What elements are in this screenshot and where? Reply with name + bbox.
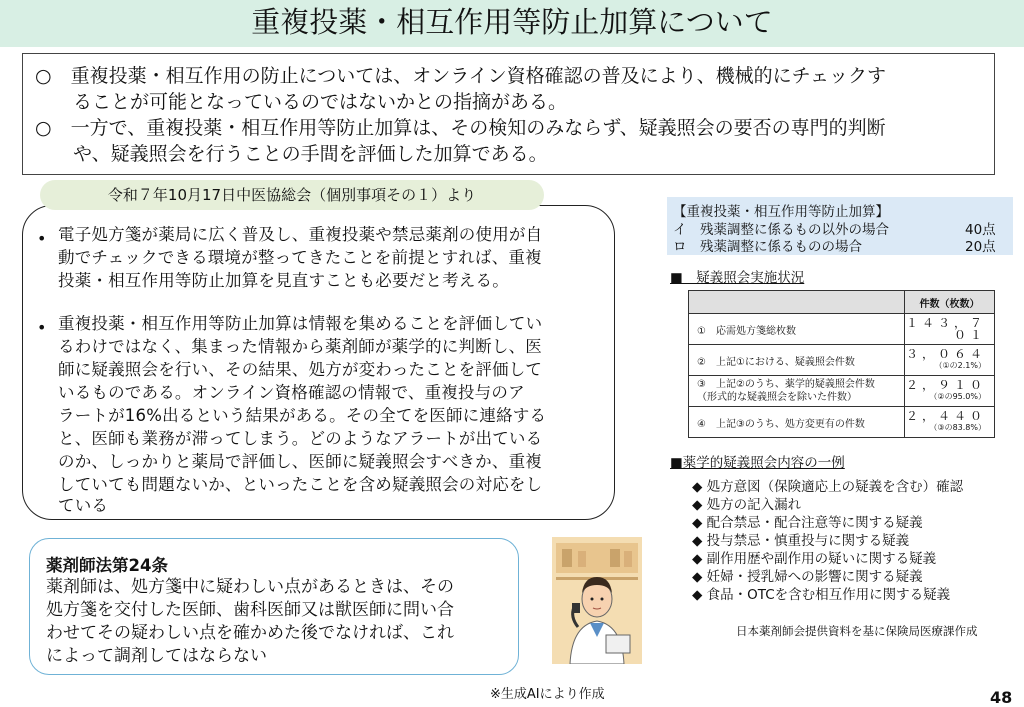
page-number: 48 — [990, 688, 1013, 707]
bullet-dot: • — [37, 318, 47, 337]
quote-line: 師に疑義照会を行い、その結果、処方が変わったことを評価して — [58, 360, 543, 379]
summary-line: ○ 重複投薬・相互作用の防止については、オンライン資格確認の普及により、機械的にチェックす — [35, 65, 887, 87]
meeting-source-label: 令和７年10月17日中医協総会（個別事項その１）より — [40, 180, 544, 210]
points-row-label: イ 残薬調整に係るもの以外の場合 — [673, 222, 889, 238]
table-cell-label: ① 応需処方箋総枚数 — [689, 314, 905, 345]
points-row-value: 20点 — [965, 239, 996, 255]
pharmacist-law-box — [29, 538, 519, 675]
quote-line: のか、しっかりと薬局で評価し、医師に疑義照会すべきか、重複 — [58, 452, 542, 471]
table-header-count: 件数（枚数） — [905, 291, 995, 314]
table-row — [689, 376, 995, 407]
quote-line: 重複投薬・相互作用等防止加算は情報を集めることを評価してい — [58, 314, 543, 333]
quote-line: 動でチェックできる環境が整ってきたことを前提とすれば、重複 — [58, 248, 542, 267]
summary-line: ることが可能となっているのではないかとの指摘がある。 — [35, 91, 568, 113]
law-line: 薬剤師は、処方箋中に疑わしい点があるときは、その — [46, 577, 454, 597]
source-note: 日本薬剤師会提供資料を基に保険局医療課作成 — [736, 624, 978, 638]
law-heading: 薬剤師法第24条 — [46, 556, 168, 575]
table-cell-value: ２，９１０ （②の95.0%） — [905, 376, 995, 407]
example-item: ◆ 副作用歴や副作用の疑いに関する疑義 — [692, 551, 937, 567]
quote-line: 投薬・相互作用等防止加算を見直すことも必要だと考える。 — [58, 271, 509, 290]
quote-line: いるものである。オンライン資格確認の情報で、重複投与のア — [58, 383, 525, 402]
law-line: わせてその疑わしい点を確かめた後でなければ、これ — [46, 623, 454, 643]
inquiry-table — [688, 290, 995, 438]
table-row — [689, 345, 995, 376]
quote-line: ラートが16%出るという結果がある。その全てを医師に連絡する — [58, 406, 547, 425]
quote-line: ている — [58, 496, 109, 515]
ai-generated-note: ※生成AIにより作成 — [490, 687, 605, 702]
meeting-quote-box — [22, 205, 615, 520]
table-cell-value: １４３，７０１ — [905, 314, 995, 345]
quote-line: 電子処方箋が薬局に広く普及し、重複投薬や禁忌薬剤の使用が自 — [58, 225, 543, 244]
example-item: ◆ 処方の記入漏れ — [692, 497, 802, 513]
quote-line: と、医師も業務が滞ってしまう。どのようなアラートが出ている — [58, 429, 543, 448]
pharmacist-phone-illustration — [552, 537, 642, 664]
table-header-blank — [689, 291, 905, 314]
table-cell-label: ④ 上記③のうち、処方変更有の件数 — [689, 407, 905, 438]
table-header-row — [689, 291, 995, 314]
law-line: によって調剤してはならない — [46, 646, 267, 666]
example-item: ◆ 投与禁忌・慎重投与に関する疑義 — [692, 533, 910, 549]
example-item: ◆ 処方意図（保険適応上の疑義を含む）確認 — [692, 479, 964, 495]
points-box — [667, 197, 1013, 255]
example-item: ◆ 配合禁忌・配合注意等に関する疑義 — [692, 515, 923, 531]
table-cell-label: ② 上記①における、疑義照会件数 — [689, 345, 905, 376]
example-item: ◆ 食品・OTCを含む相互作用に関する疑義 — [692, 587, 951, 603]
summary-line: や、疑義照会を行うことの手間を評価した加算である。 — [35, 143, 548, 165]
summary-box — [22, 53, 995, 175]
quote-line: るわけではなく、集まった情報から薬剤師が薬学的に判断し、医 — [58, 337, 542, 356]
bullet-dot: • — [37, 229, 47, 248]
page-title: 重複投薬・相互作用等防止加算について — [251, 5, 773, 39]
points-row-label: ロ 残薬調整に係るものの場合 — [673, 239, 862, 255]
inquiry-heading: ■ 疑義照会実施状況 — [670, 270, 805, 286]
example-item: ◆ 妊婦・授乳婦への影響に関する疑義 — [692, 569, 923, 585]
table-row — [689, 407, 995, 438]
table-row — [689, 314, 995, 345]
quote-line: していても問題ないか、といったことを含め疑義照会の対応をし — [58, 475, 543, 494]
examples-heading: ■薬学的疑義照会内容の一例 — [670, 455, 845, 471]
law-line: 処方箋を交付した医師、歯科医師又は獣医師に問い合 — [46, 600, 454, 620]
summary-line: ○ 一方で、重複投薬・相互作用等防止加算は、その検知のみならず、疑義照会の要否の専門的判断 — [35, 117, 886, 139]
points-row-value: 40点 — [965, 222, 996, 238]
points-heading: 【重複投薬・相互作用等防止加算】 — [673, 204, 889, 220]
table-cell-value: ２，４４０ （③の83.8%） — [905, 407, 995, 438]
table-cell-value: ３，０６４ （①の2.1%） — [905, 345, 995, 376]
table-cell-label: ③ 上記②のうち、薬学的疑義照会件数 （形式的な疑義照会を除いた件数） — [689, 376, 905, 407]
